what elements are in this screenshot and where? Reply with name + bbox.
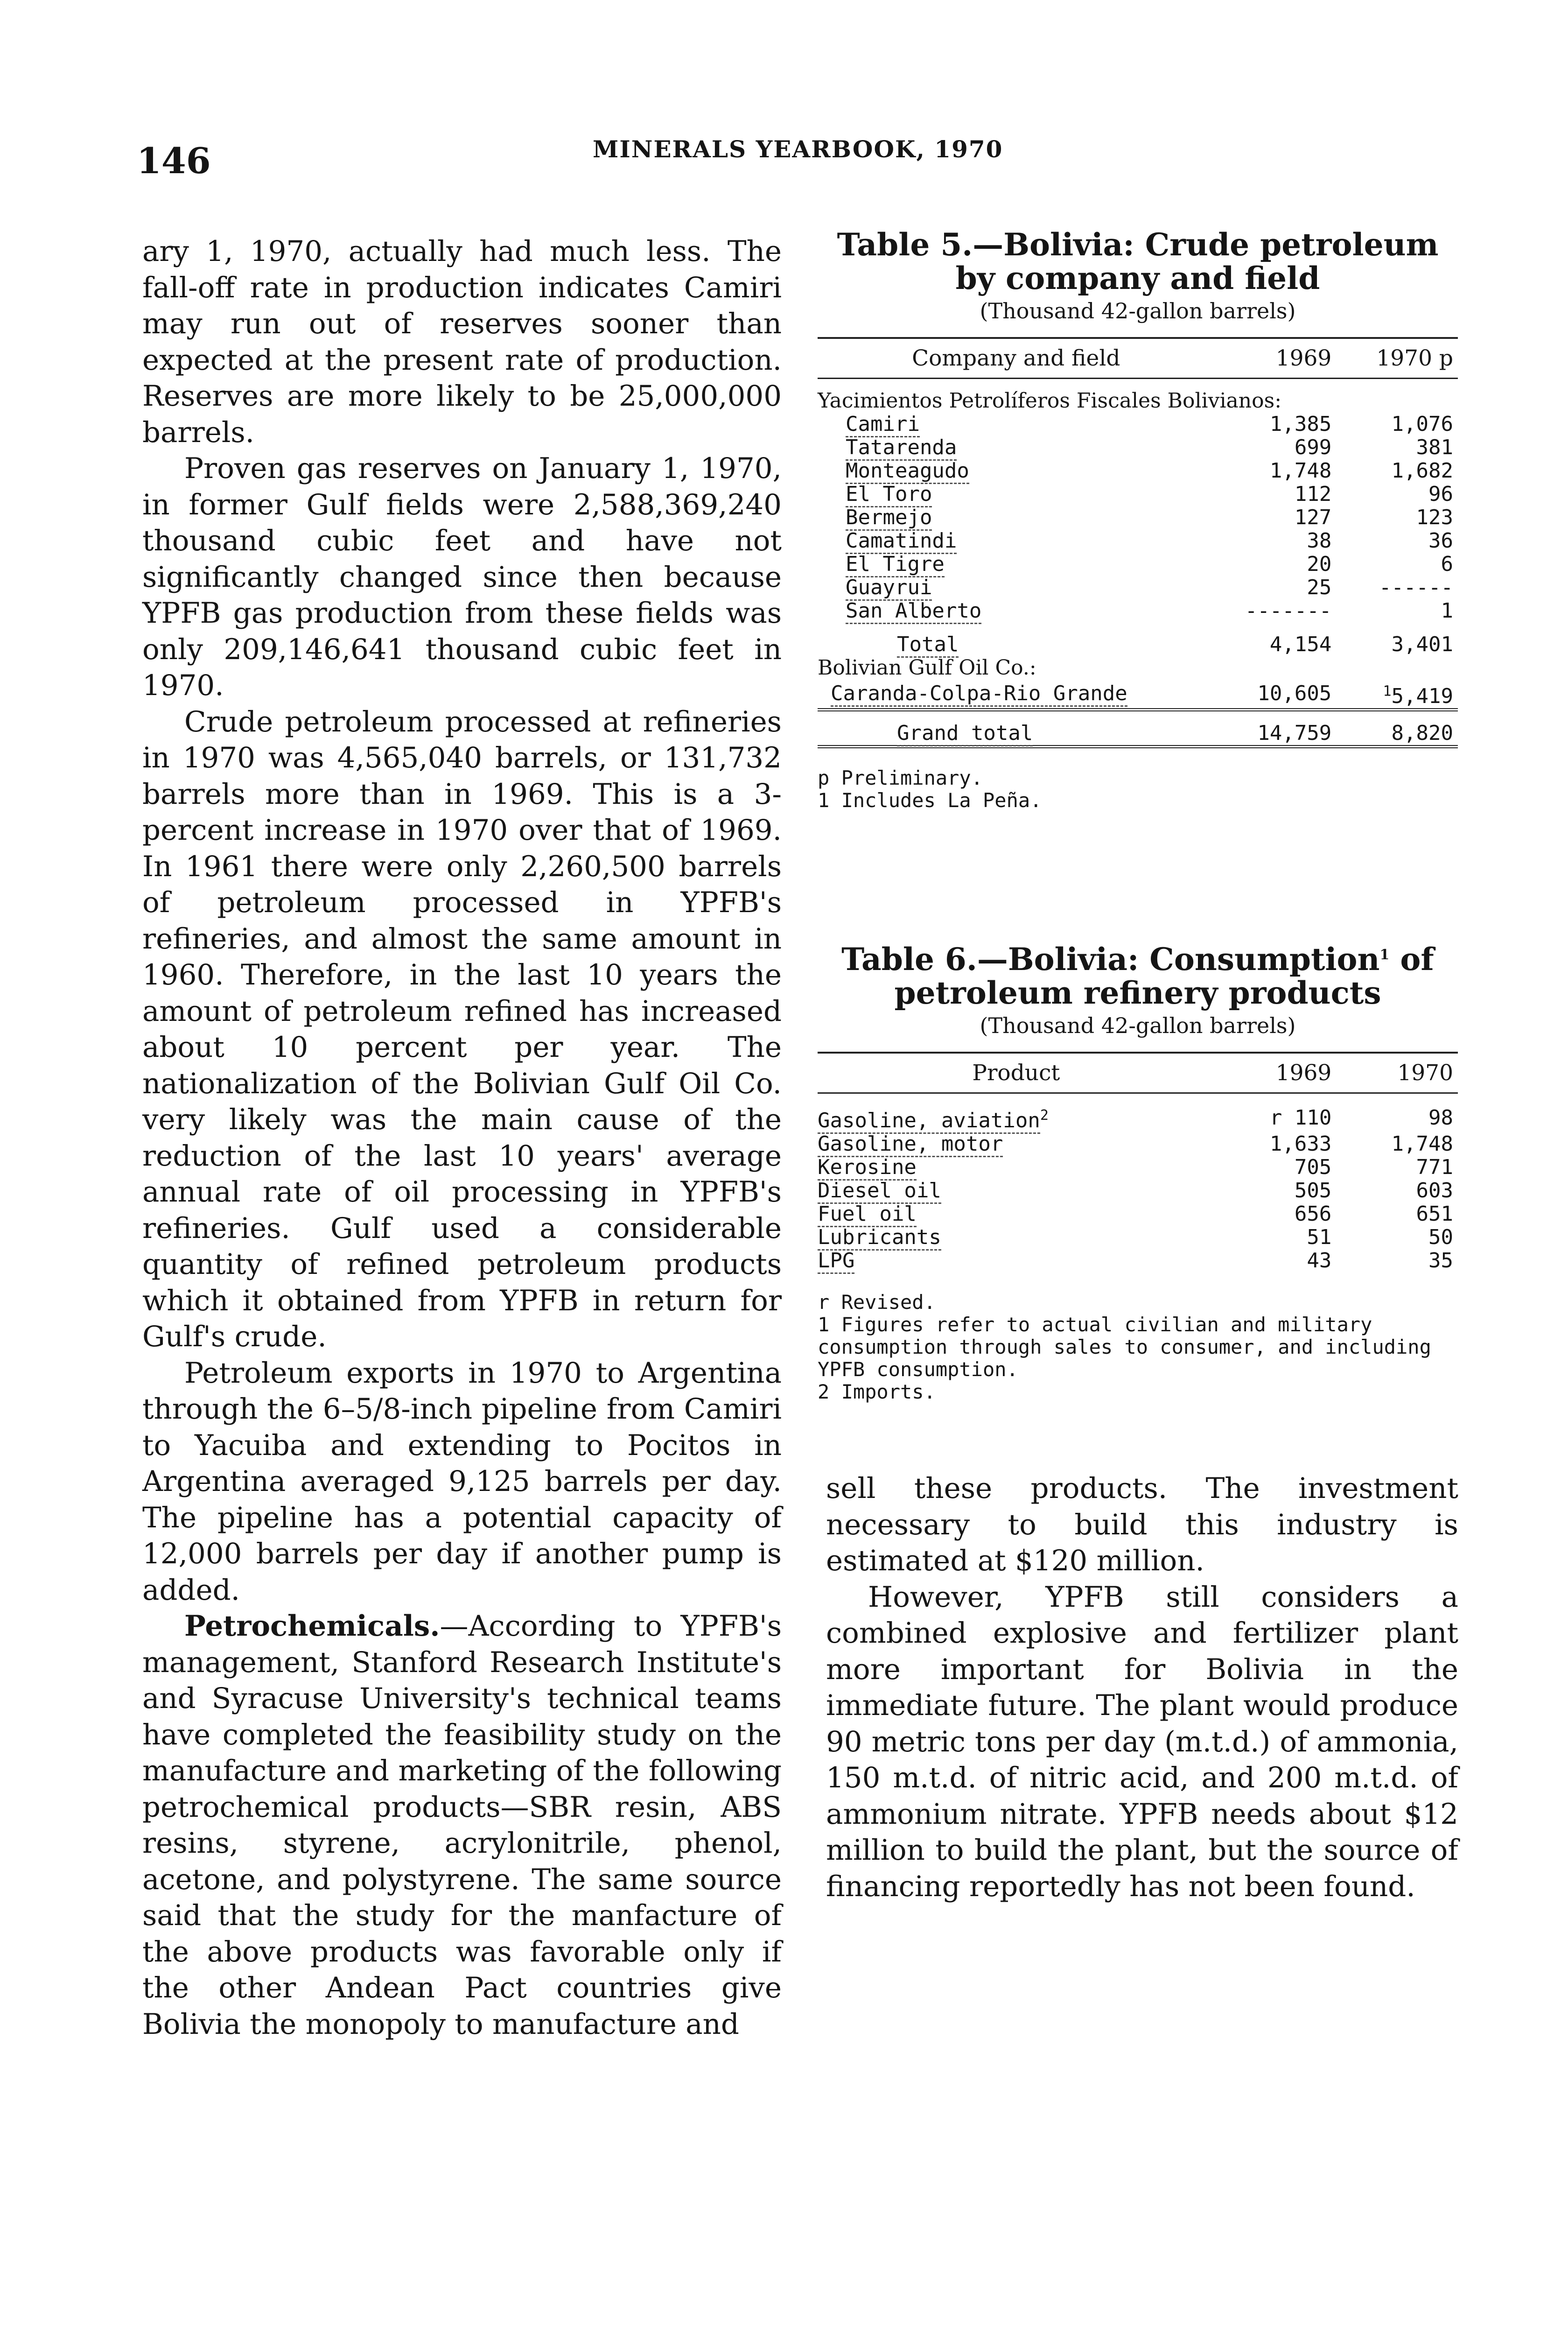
table-6-grid: [818, 1052, 1458, 1272]
paragraph: ary 1, 1970, actually had much less. The fall-off rate in production indicates Camiri may run out of reserves sooner than expected at the present rate of production. Reserves are more likely to be 25,000,000 barrels.: [142, 235, 782, 449]
total-label: [818, 623, 1215, 656]
product-name: [818, 1132, 1215, 1156]
table-row: [818, 1179, 1458, 1202]
table-subtitle: (Thousand 42-gallon barrels): [980, 1013, 1296, 1038]
cell-1969: 127: [1294, 506, 1332, 529]
field-name: [818, 680, 1215, 710]
table-footnote: 1 Figures refer to actual civilian and military consumption through sales to consumer, and including YPFB consumption.: [818, 1313, 1431, 1381]
cell-1969: 112: [1294, 482, 1332, 506]
table-footnote: 2 Imports.: [818, 1380, 936, 1403]
table-5-grid: [818, 337, 1458, 748]
table-footnote: 1 Includes La Peña.: [818, 788, 1042, 812]
table-row: [818, 656, 1458, 680]
paragraph: Proven gas reserves on January 1, 1970, in former Gulf fields were 2,588,369,240 thousand cubic feet and have not significantly changed since then because YPFB gas production from these fields was only 209,146,641 thousand cubic feet in 1970.: [142, 452, 782, 702]
table-row: [818, 413, 1458, 436]
title-part: of petroleum refinery products: [894, 941, 1434, 1011]
field-label: San Alberto: [846, 599, 981, 624]
table-row: [818, 1202, 1458, 1226]
table-row: [818, 623, 1458, 656]
product-label: Fuel oil: [818, 1202, 917, 1227]
cell-1970: 1: [1441, 599, 1453, 623]
cell-1969: r 110: [1269, 1106, 1332, 1130]
table-title: Table 5.—Bolivia: Crude petroleum by company and field: [837, 226, 1439, 296]
column-header: Product: [818, 1053, 1215, 1093]
table-5: [818, 228, 1458, 812]
cell-1970: 35: [1428, 1248, 1453, 1272]
footnote-mark: 1: [1379, 947, 1390, 963]
cell-1969: 705: [1294, 1155, 1332, 1179]
cell-1969: 656: [1294, 1202, 1332, 1226]
table-row: [818, 1226, 1458, 1249]
cell-1970: 381: [1416, 436, 1453, 459]
cell-1970: 1,076: [1391, 412, 1453, 436]
cell-1970: 6: [1441, 552, 1453, 576]
product-label: Diesel oil: [818, 1179, 941, 1204]
cell-1970: 8,820: [1336, 710, 1458, 746]
cell-1970: 603: [1416, 1178, 1453, 1202]
total-text: Total: [897, 633, 959, 658]
field-name: [818, 483, 1215, 506]
column-header: 1969: [1215, 338, 1337, 379]
cell-1969: 25: [1307, 576, 1332, 599]
column-header: 1969: [1215, 1053, 1337, 1093]
cell-1969: 38: [1307, 529, 1332, 553]
cell-1969: 10,605: [1215, 680, 1337, 710]
field-name: [818, 506, 1215, 529]
cell-1969: 1,633: [1269, 1132, 1332, 1156]
table-row: [818, 1249, 1458, 1272]
cell-1970: 98: [1428, 1106, 1453, 1130]
table-row: [818, 1093, 1458, 1132]
column-header: 1970 p: [1336, 338, 1458, 379]
paragraph-text: —According to YPFB's management, Stanford Research Institute's and Syracuse University's technical teams have completed the feasibility study on the manufacture and marketing of the following petrochemical products—SBR resin, ABS resins, styrene, acrylonitrile, phenol, acetone, and polystyrene. The same source said that the study for the manfacture of the above products was favorable only if the other Andean Pact countries give Bolivia the monopoly to manufacture and: [142, 1610, 782, 2041]
cell-1969: 43: [1307, 1248, 1332, 1272]
field-name: [818, 599, 1215, 623]
product-name: [818, 1093, 1215, 1132]
page-number: 146: [137, 140, 211, 182]
table-title: [818, 938, 1458, 1010]
cell-1970: 771: [1416, 1155, 1453, 1179]
product-name: [818, 1226, 1215, 1249]
paragraph: sell these products. The investment necessary to build this industry is estimated at $120 million.: [826, 1472, 1458, 1577]
paragraph: Crude petroleum processed at refineries in 1970 was 4,565,040 barrels, or 131,732 barrels more than in 1969. This is a 3-percent increase in 1970 over that of 1969. In 1961 there were only 2,260,500 barrels of petroleum processed in YPFB's refineries, and almost the same amount in 1960. Therefore, in the last 10 years the amount of petroleum refined has increased about 10 percent per year. The nationalization of the Bolivian Gulf Oil Co. very likely was the main cause of the reduction of the last 10 years' average annual rate of oil processing in YPFB's refineries. Gulf used a considerable quantity of refined petroleum products which it obtained from YPFB in return for Gulf's crude.: [142, 705, 782, 1353]
field-label: Camatindi: [846, 529, 957, 554]
cell-1969: 699: [1294, 436, 1332, 459]
right-column: [826, 1470, 1458, 1905]
table-footnote: r Revised.: [818, 1290, 936, 1314]
field-name: [818, 459, 1215, 483]
footnote-mark: 2: [1040, 1107, 1049, 1124]
column-header: 1970: [1336, 1053, 1458, 1093]
left-column: [142, 233, 782, 2042]
cell-1969: 4,154: [1269, 633, 1332, 656]
product-label: LPG: [818, 1249, 854, 1274]
field-label: Guayrui: [846, 576, 932, 601]
product-label: Lubricants: [818, 1225, 941, 1251]
cell-1970: 1,748: [1391, 1132, 1453, 1156]
cell-1969: 20: [1307, 552, 1332, 576]
table-row: [818, 576, 1458, 599]
grand-total-label: [818, 710, 1215, 746]
cell-1970: 36: [1428, 529, 1453, 553]
table-footnote: p Preliminary.: [818, 766, 983, 789]
table-row: [818, 483, 1458, 506]
field-name: [818, 436, 1215, 459]
table-row: [818, 506, 1458, 529]
product-name: [818, 1202, 1215, 1226]
field-name: [818, 553, 1215, 576]
field-label: Monteagudo: [846, 459, 969, 484]
company-label: Bolivian Gulf Oil Co.:: [818, 656, 1036, 680]
table-row: [818, 599, 1458, 623]
cell-1969: 505: [1294, 1178, 1332, 1202]
cell-1970: 651: [1416, 1202, 1453, 1226]
field-label: Caranda-Colpa-Rio Grande: [831, 682, 1127, 707]
table-6: [818, 938, 1458, 1403]
cell-1970: 96: [1428, 482, 1453, 506]
cell-1969: 51: [1307, 1225, 1332, 1249]
field-label: Bermejo: [846, 506, 932, 531]
cell-1969: 1,748: [1269, 459, 1332, 483]
cell-1970: 3,401: [1391, 633, 1453, 656]
table-row: [818, 459, 1458, 483]
field-label: El Tigre: [846, 552, 945, 577]
cell-1970: [1336, 680, 1458, 710]
table-row: [818, 1132, 1458, 1156]
cell-1969: -------: [1245, 599, 1332, 623]
table-row: [818, 680, 1458, 710]
title-part: Table 6.—Bolivia: Consumption: [841, 941, 1380, 977]
product-label: Kerosine: [818, 1155, 917, 1181]
product-label: Gasoline, aviation: [818, 1109, 1040, 1134]
field-name: [818, 413, 1215, 436]
product-name: [818, 1156, 1215, 1179]
cell-1970: ------: [1379, 576, 1453, 599]
column-header: Company and field: [818, 338, 1215, 379]
field-label: Camiri: [846, 412, 920, 437]
run-in-heading: Petrochemicals.: [184, 1610, 440, 1643]
paragraph: [142, 1608, 782, 2042]
field-name: [818, 576, 1215, 599]
product-label: Gasoline, motor: [818, 1132, 1003, 1157]
table-row: [818, 1156, 1458, 1179]
footnote-mark: 1: [1383, 683, 1392, 699]
grand-total-text: Grand total: [897, 721, 1033, 746]
table-row: [818, 529, 1458, 553]
field-label: El Toro: [846, 482, 932, 507]
field-name: [818, 529, 1215, 553]
product-name: [818, 1249, 1215, 1272]
field-label: Tatarenda: [846, 436, 957, 461]
paragraph: Petroleum exports in 1970 to Argentina through the 6–5/8-inch pipeline from Camiri to Yacuiba and extending to Pocitos in Argentina averaged 9,125 barrels per day. The pipeline has a potential capacity of 12,000 barrels per day if another pump is added.: [142, 1356, 782, 1607]
paragraph: However, YPFB still considers a combined explosive and fertilizer plant more important for Bolivia in the immediate future. The plant would produce 90 metric tons per day (m.t.d.) of ammonia, 150 m.t.d. of nitric acid, and 200 m.t.d. of ammonium nitrate. YPFB needs about $12 million to build the plant, but the source of financing reportedly has not been found.: [826, 1580, 1458, 1903]
company-label: Yacimientos Petrolíferos Fiscales Bolivianos:: [818, 389, 1282, 413]
value: 5,419: [1391, 684, 1453, 708]
cell-1970: 1,682: [1391, 459, 1453, 483]
table-subtitle: (Thousand 42-gallon barrels): [980, 298, 1296, 323]
cell-1969: 1,385: [1269, 412, 1332, 436]
cell-1970: 50: [1428, 1225, 1453, 1249]
running-title: MINERALS YEARBOOK, 1970: [593, 135, 1003, 163]
cell-1969: 14,759: [1215, 710, 1337, 746]
product-name: [818, 1179, 1215, 1202]
cell-1970: 123: [1416, 506, 1453, 529]
table-row: [818, 710, 1458, 746]
table-row: [818, 436, 1458, 459]
table-row: [818, 553, 1458, 576]
